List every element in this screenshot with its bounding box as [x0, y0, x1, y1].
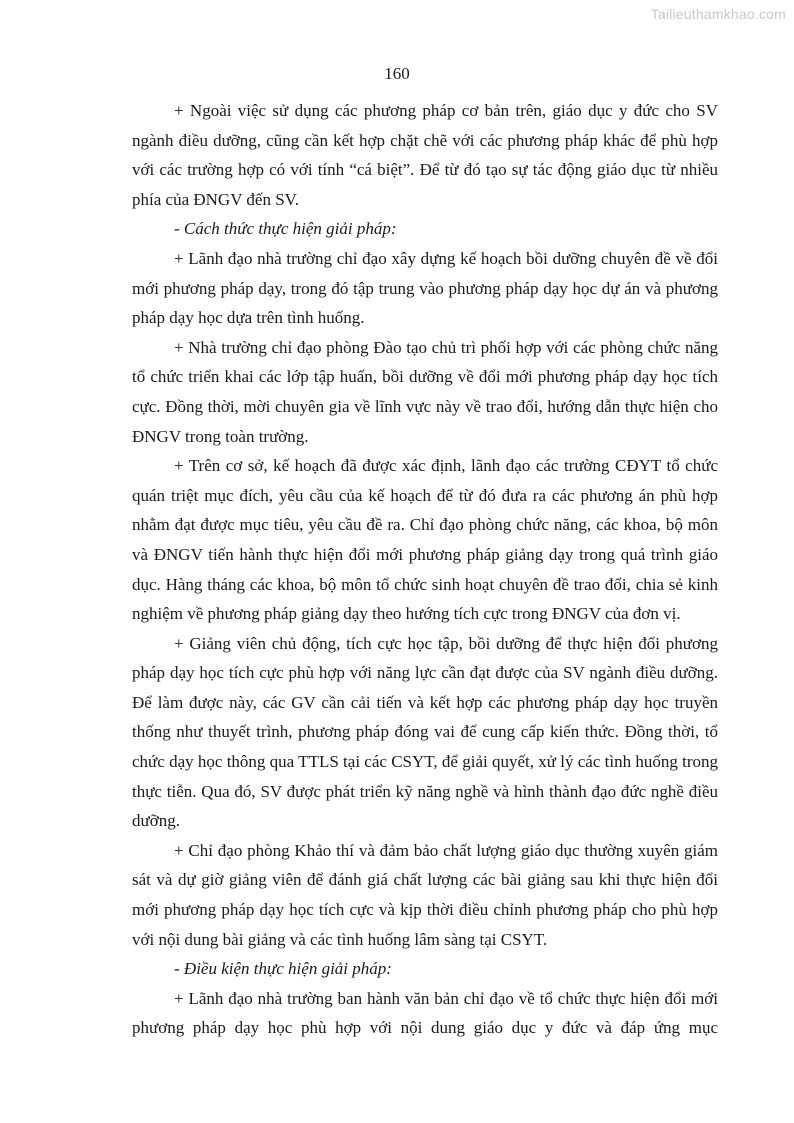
document-body	[132, 96, 718, 1043]
paragraph-combine-methods: + Ngoài việc sử dụng các phương pháp cơ bản trên, giáo dục y đức cho SV ngành điều dưỡng, cũng cần kết hợp chặt chẽ với các phương pháp khác để phù hợp với các trường hợp có với tính “cá biệt”. Để từ đó tạo sự tác động giáo dục từ nhiều phía của ĐNGV đến SV.	[132, 101, 718, 209]
heading-implementation-method: - Cách thức thực hiện giải pháp:	[174, 219, 397, 239]
paragraph-lecturer-initiative: + Giảng viên chủ động, tích cực học tập, bồi dưỡng để thực hiện đổi phương pháp dạy học tích cực phù hợp với năng lực cần đạt được của SV ngành điều dưỡng. Để làm được này, các GV cần cải tiến và kết hợp các phương pháp dạy học truyền thống như thuyết trình, phương pháp đóng vai để cung cấp kiến thức. Đồng thời, tổ chức dạy học thông qua TTLS tại các CSYT, để giải quyết, xử lý các tình huống trong thực tiễn. Qua đó, SV được phát triển kỹ năng nghề và hình thành đạo đức nghề điều dưỡng.	[132, 633, 718, 831]
heading-implementation-conditions: - Điều kiện thực hiện giải pháp:	[174, 959, 392, 979]
paragraph-quality-assurance: + Chỉ đạo phòng Khảo thí và đảm bảo chất lượng giáo dục thường xuyên giám sát và dự giờ giảng viên để đánh giá chất lượng các bài giảng sau khi thực hiện đổi mới phương pháp dạy học tích cực và kịp thời điều chỉnh phương pháp cho phù hợp với nội dung bài giảng và các tình huống lâm sàng tại CSYT.	[132, 840, 718, 949]
paragraph-plan-dissemination: + Trên cơ sở, kế hoạch đã được xác định, lãnh đạo các trường CĐYT tổ chức quán triệt mục đích, yêu cầu của kế hoạch để từ đó đưa ra các phương án phù hợp nhằm đạt được mục tiêu, yêu cầu đề ra. Chỉ đạo phòng chức năng, các khoa, bộ môn và ĐNGV tiến hành thực hiện đổi mới phương pháp giảng dạy trong quá trình giáo dục. Hàng tháng các khoa, bộ môn tổ chức sinh hoạt chuyên đề trao đổi, chia sẻ kinh nghiệm về phương pháp giảng dạy theo hướng tích cực trong ĐNGV của đơn vị.	[132, 456, 718, 624]
paragraph-training-office: + Nhà trường chỉ đạo phòng Đào tạo chủ trì phối hợp với các phòng chức năng tổ chức triển khai các lớp tập huấn, bồi dưỡng về đổi mới phương pháp dạy học tích cực. Đồng thời, mời chuyên gia về lĩnh vực này về trao đổi, hướng dẫn thực hiện cho ĐNGV trong toàn trường.	[132, 337, 718, 446]
page-number: 160	[384, 64, 410, 83]
paragraph-leadership-directive: + Lãnh đạo nhà trường ban hành văn bản chỉ đạo về tổ chức thực hiện đổi mới phương pháp dạy học phù hợp với nội dung giáo dục y đức và đáp ứng mục	[132, 988, 718, 1038]
watermark: Tailieuthamkhao.com	[650, 6, 786, 22]
paragraph-training-plan: + Lãnh đạo nhà trường chỉ đạo xây dựng kế hoạch bồi dưỡng chuyên đề về đổi mới phương pháp dạy, trong đó tập trung vào phương pháp dạy học dự án và phương pháp dạy học dựa trên tình huống.	[132, 248, 718, 328]
